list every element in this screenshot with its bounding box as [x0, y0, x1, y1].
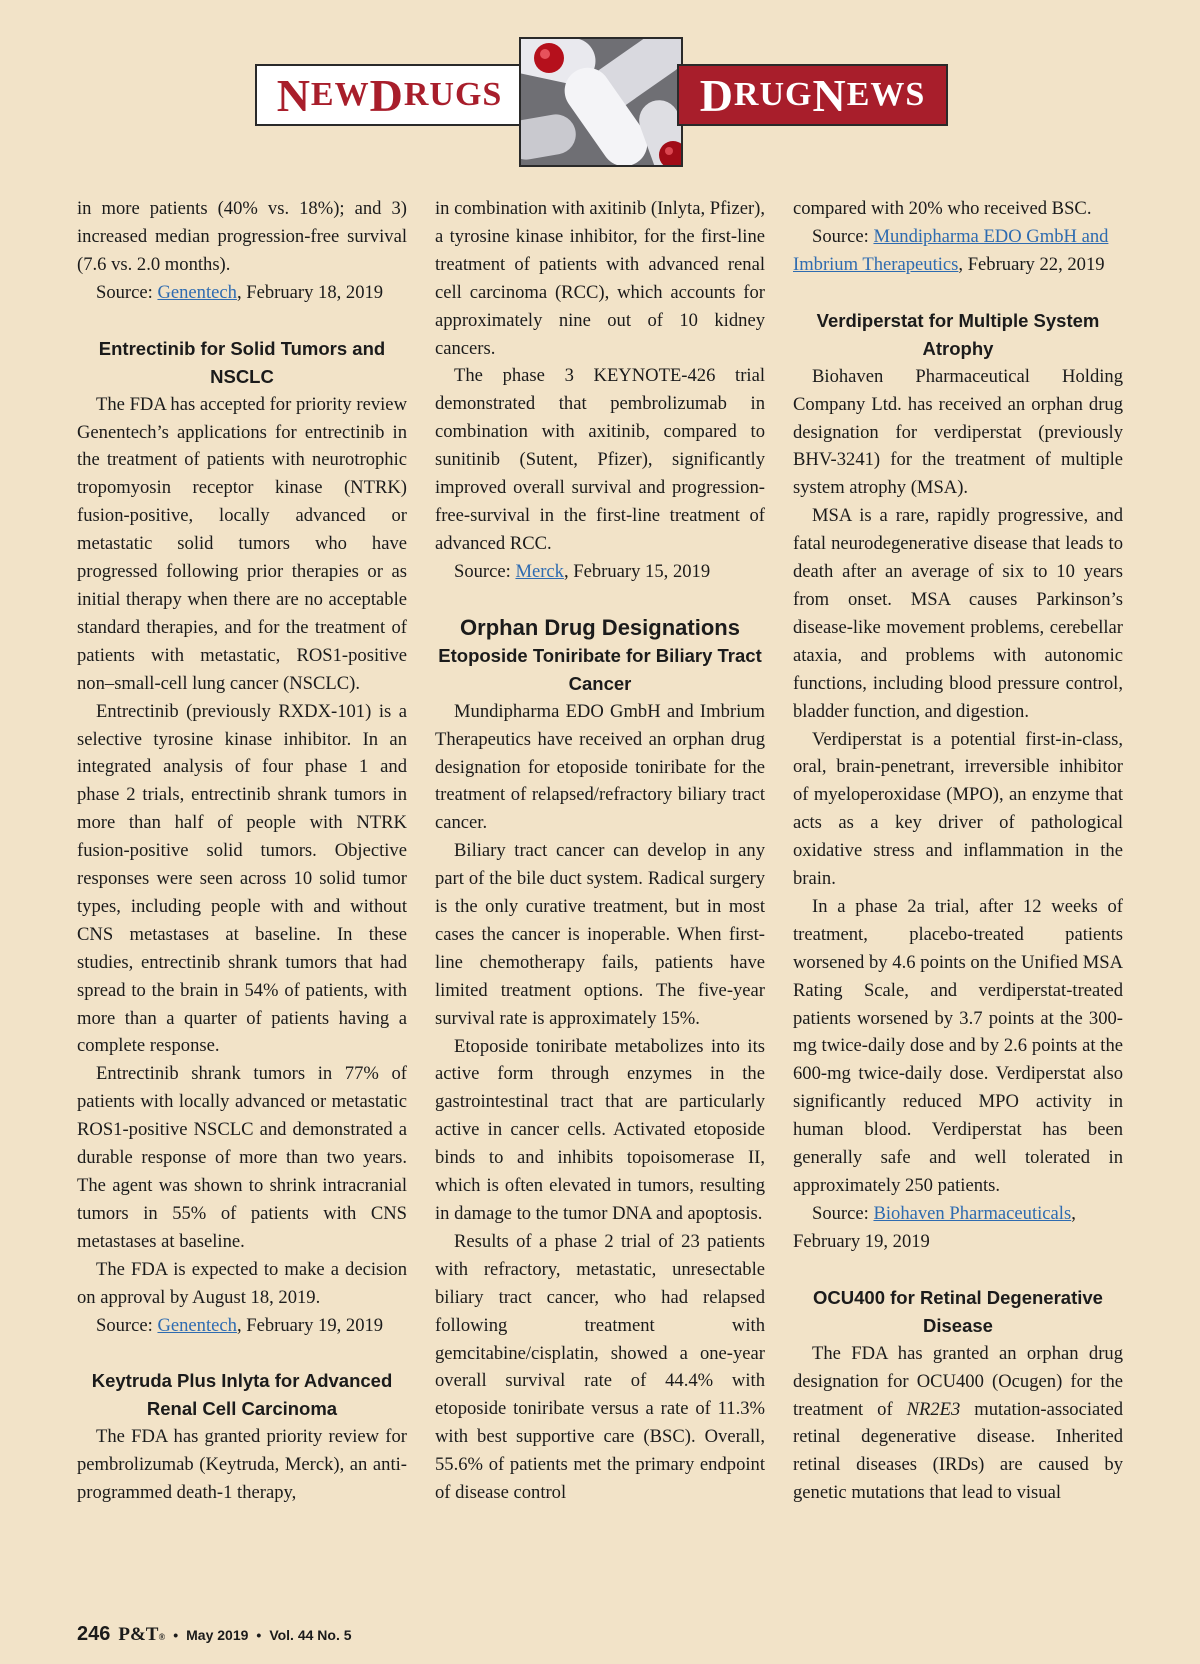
journal-title: P&T — [118, 1624, 159, 1645]
pills-photo — [519, 37, 683, 167]
source-label: Source: — [96, 1314, 158, 1336]
separator: • — [173, 1627, 179, 1643]
paragraph — [793, 1340, 1123, 1507]
volume-number: Vol. 44 No. 5 — [269, 1627, 352, 1643]
paragraph: Mundipharma EDO GmbH and Imbrium Therapeutics have received an orphan drug designation for etoposide toniribate for the treatment of relapsed/refractory biliary tract cancer. — [435, 700, 765, 834]
paragraph-text: mutation-associated retinal degenerative disease. Inherited retinal diseases (IRDs) are caused by genetic mutations that lead to visual — [793, 1398, 1123, 1504]
heading-keytruda: Keytruda Plus Inlyta for Advanced Renal Cell Carcinoma — [91, 1370, 393, 1420]
issue-date: May 2019 — [186, 1627, 249, 1643]
paragraph: Entrectinib shrank tumors in 77% of patients with locally advanced or metastatic ROS1-positive NSCLC and demonstrated a durable response of more than two years. The agent was shown to shrink intracranial tumors in 55% of patients with CNS metastases at baseline. — [77, 1063, 407, 1252]
paragraph: The FDA is expected to make a decision on approval by August 18, 2019. — [77, 1258, 407, 1308]
pills-illustration — [521, 39, 681, 165]
column-2 — [435, 195, 765, 1507]
column-3 — [793, 195, 1123, 1507]
heading-ocu400: OCU400 for Retinal Degenerative Disease — [813, 1286, 1103, 1336]
section-title-orphan-drug-designations: Orphan Drug Designations — [460, 614, 740, 640]
paragraph: Verdiperstat is a potential first-in-class, oral, brain-penetrant, irreversible inhibitor of myeloperoxidase (MPO), an enzyme that acts as a key driver of pathological oxidative stress and inflammation in the brain. — [793, 728, 1123, 890]
separator: • — [256, 1627, 262, 1643]
paragraph: MSA is a rare, rapidly progressive, and fatal neurodegenerative disease that leads to death after an average of six to 10 years from onset. MSA causes Parkinson’s disease-like movement problems, cerebellar ataxia, and problems with autonomic functions, including blood pressure control, bladder function, and digestion. — [793, 505, 1123, 722]
heading-entrectinib: Entrectinib for Solid Tumors and NSCLC — [98, 337, 386, 387]
banner-text: D — [699, 69, 734, 121]
source-label: Source: — [96, 281, 158, 303]
source-label: Source: — [812, 1202, 874, 1224]
source-line — [435, 558, 765, 586]
page-header — [0, 0, 1200, 175]
source-label: Source: — [454, 560, 516, 582]
biohaven-link[interactable]: Biohaven Pharmaceuticals — [873, 1202, 1072, 1224]
paragraph: The phase 3 KEYNOTE-426 trial demonstrated that pembrolizumab in combination with axitinib, compared to sunitinib (Sutent, Pfizer), significantly improved overall survival and progression-free-survival in the first-line treatment of advanced RCC. — [435, 365, 765, 554]
paragraph: The FDA has granted priority review for pembrolizumab (Keytruda, Merck), an anti-programmed death-1 therapy, — [77, 1426, 407, 1504]
banner-text: EW — [310, 76, 370, 113]
mundipharma-link[interactable]: Mundipharma EDO GmbH and Imbrium Therapeutics — [793, 225, 1109, 275]
page-number: 246 — [77, 1623, 111, 1645]
paragraph: The FDA has accepted for priority review Genentech’s applications for entrectinib in the treatment of patients with neurotrophic tropomyosin receptor kinase (NTRK) fusion-positive, locally advanced or metastatic solid tumors who have progressed following prior therapies or as initial therapy when there are no acceptable standard therapies, and for the treatment of patients with metastatic, ROS1-positive non–small-cell lung cancer (NSCLC). — [77, 393, 407, 694]
source-line — [793, 223, 1123, 279]
paragraph: In a phase 2a trial, after 12 weeks of treatment, placebo-treated patients worsened by 4.6 points on the Unified MSA Rating Scale, and verdiperstat-treated patients worsened by 3.7 points at the 300-mg twice-daily dose and by 2.6 points at the 600-mg twice-daily dose. Verdiperstat also significantly reduced MPO activity in human blood. Verdiperstat has been generally safe and well tolerated in approximately 250 patients. — [793, 895, 1123, 1196]
source-line — [77, 1312, 407, 1340]
source-date: , February 15, 2019 — [563, 560, 711, 582]
banner-text: N — [276, 69, 311, 121]
column-1 — [77, 195, 407, 1507]
banner-text: D — [369, 69, 404, 121]
paragraph: Biohaven Pharmaceutical Holding Company Ltd. has received an orphan drug designation for verdiperstat (previously BHV-3241) for the treatment of multiple system atrophy (MSA). — [793, 365, 1123, 499]
source-label: Source: — [812, 225, 874, 247]
journal-name — [118, 1624, 165, 1646]
paragraph: compared with 20% who received BSC. — [793, 198, 1092, 219]
gene-name: NR2E3 — [906, 1398, 961, 1420]
banner-text: RUGS — [403, 76, 503, 113]
paragraph: Etoposide toniribate metabolizes into its active form through enzymes in the gastrointestinal tract that are particularly active in cancer cells. Activated etoposide binds to and inhibits topoisomerase II, which is often elevated in tumors, resulting in damage to the tumor DNA and apoptosis. — [435, 1035, 765, 1224]
merck-link[interactable]: Merck — [515, 560, 564, 582]
source-date: , February 18, 2019 — [236, 281, 384, 303]
banner-text: EWS — [846, 76, 926, 113]
banner-text: N — [812, 69, 847, 121]
source-date: , February 19, 2019 — [793, 1202, 1076, 1252]
drug-news-banner — [677, 64, 948, 126]
banner-text: RUG — [733, 76, 813, 113]
source-line — [77, 279, 407, 307]
new-drugs-banner — [255, 64, 524, 126]
source-line — [793, 1200, 1123, 1256]
paragraph: in more patients (40% vs. 18%); and 3) increased median progression-free survival (7.6 vs. 2.0 months). — [77, 198, 407, 275]
heading-verdiperstat: Verdiperstat for Multiple System Atrophy — [816, 309, 1100, 359]
genentech-link[interactable]: Genentech — [157, 1314, 237, 1336]
paragraph: Biliary tract cancer can develop in any part of the bile duct system. Radical surgery is the only curative treatment, but in most cases the cancer is inoperable. When first-line chemotherapy fails, patients have limited treatment options. The five-year survival rate is approximately 15%. — [435, 840, 765, 1029]
heading-etoposide: Etoposide Toniribate for Biliary Tract Cancer — [438, 644, 762, 694]
page-footer — [77, 1623, 352, 1646]
paragraph: in combination with axitinib (Inlyta, Pfizer), a tyrosine kinase inhibitor, for the first-line treatment of patients with advanced renal cell carcinoma (RCC), which accounts for approximately nine out of 10 kidney cancers. — [435, 198, 765, 359]
source-date: , February 19, 2019 — [236, 1314, 384, 1336]
registered-mark: ® — [158, 1632, 166, 1642]
source-date: , February 22, 2019 — [958, 253, 1105, 275]
genentech-link[interactable]: Genentech — [157, 281, 237, 303]
paragraph: Entrectinib (previously RXDX-101) is a selective tyrosine kinase inhibitor. In an integrated analysis of four phase 1 and phase 2 trials, entrectinib shrank tumors in more than half of people with NTRK fusion-positive solid tumors. Objective responses were seen across 10 solid tumor types, including people with and without CNS metastases at baseline. In these studies, entrectinib shrank tumors that had spread to the brain in 54% of patients, with more than a quarter of patients having a complete response. — [77, 700, 407, 1057]
paragraph: Results of a phase 2 trial of 23 patients with refractory, metastatic, unresectable biliary tract cancer, who had relapsed following treatment with gemcitabine/cisplatin, showed a one-year overall survival rate of 44.4% with etoposide toniribate versus a rate of 11.3% with best supportive care (BSC). Overall, 55.6% of patients met the primary endpoint of disease control — [435, 1230, 765, 1504]
paragraph-text: The FDA has granted an orphan drug designation for OCU400 (Ocugen) for the treatment of — [793, 1342, 1123, 1420]
